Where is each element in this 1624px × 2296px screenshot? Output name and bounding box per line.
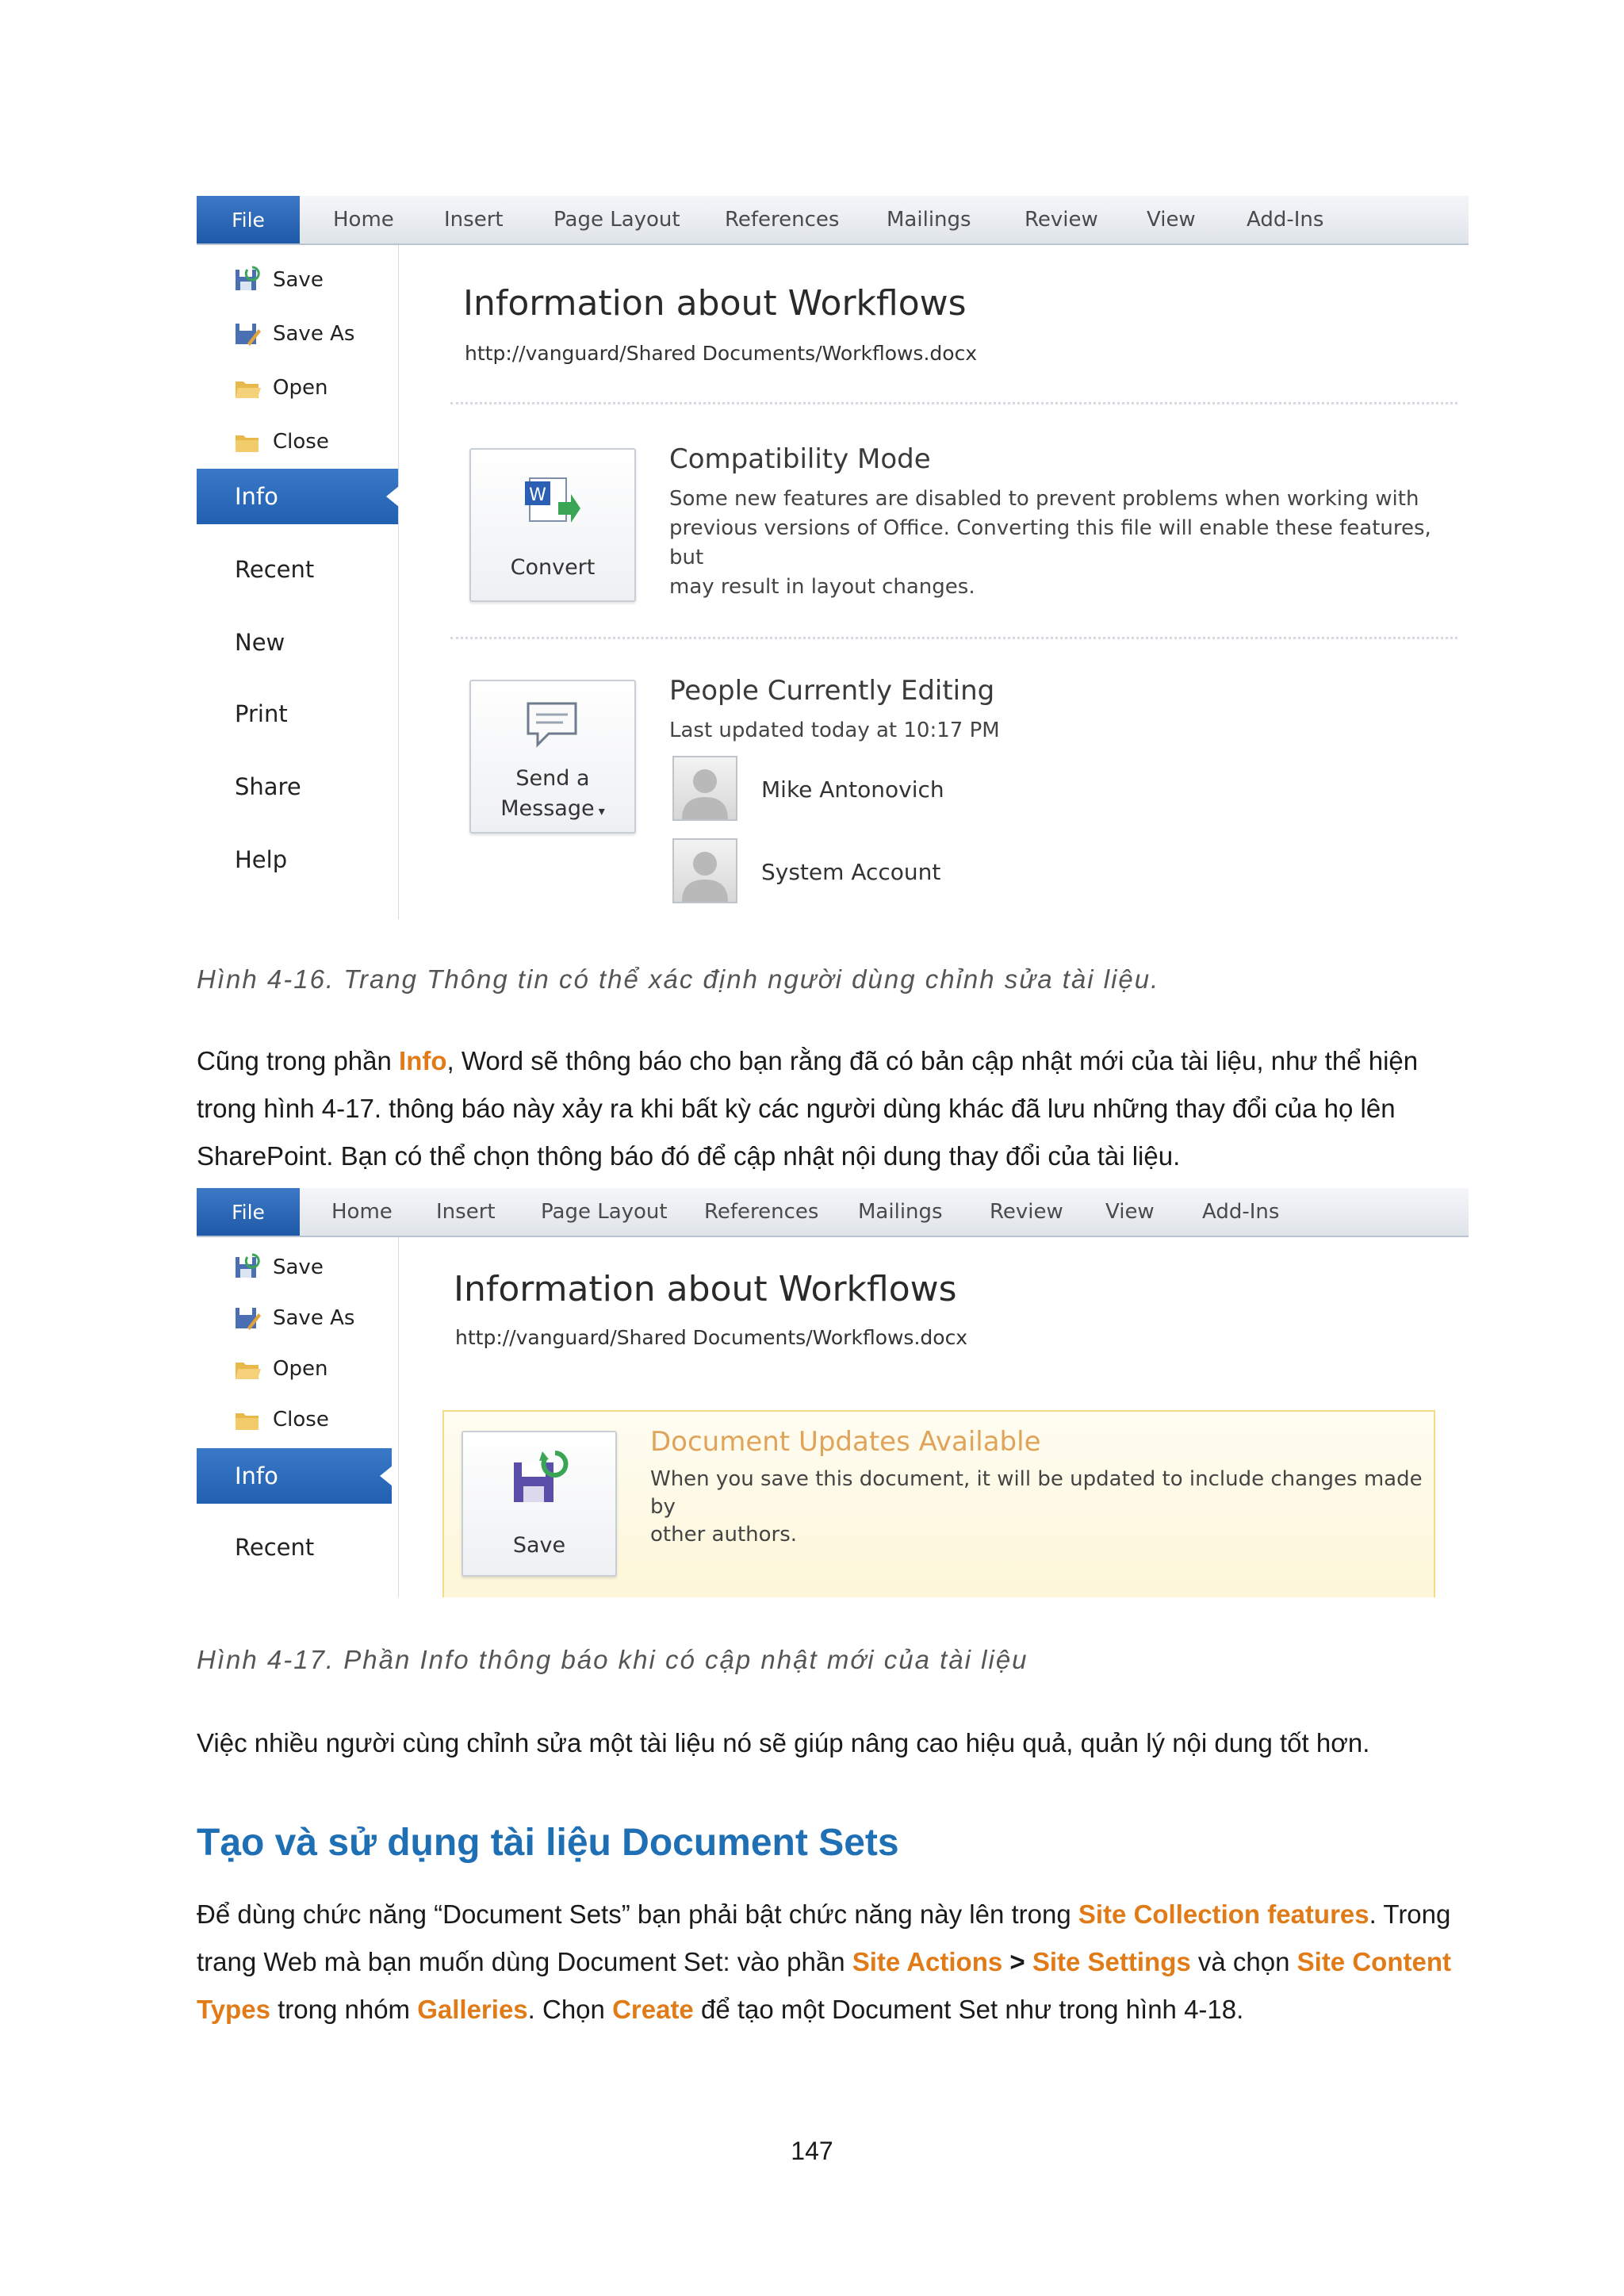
page-number: 147 <box>791 2137 833 2165</box>
close-label: Close <box>273 1408 329 1432</box>
folder-open-icon <box>233 374 262 402</box>
save-label: Save <box>273 1255 324 1279</box>
dropdown-arrow-icon: ▾ <box>594 803 605 818</box>
open-label: Open <box>273 376 328 400</box>
nav-info[interactable]: Info <box>197 1448 392 1504</box>
ribbon-bar <box>197 196 1469 245</box>
nav-info[interactable]: Info <box>197 469 398 524</box>
figure-caption: Hình 4-16. Trang Thông tin có thể xác định người dùng chỉnh sửa tài liệu. <box>197 964 1160 994</box>
people-title: People Currently Editing <box>669 675 995 707</box>
ribbon-bar <box>197 1188 1469 1237</box>
tab-page-layout[interactable]: Page Layout <box>541 1200 668 1224</box>
tab-mailings[interactable]: Mailings <box>858 1200 943 1224</box>
info-title: Information about Workflows <box>454 1269 957 1309</box>
save-button[interactable] <box>462 1431 617 1577</box>
tab-references[interactable]: References <box>725 208 840 232</box>
convert-button[interactable] <box>469 448 636 602</box>
divider <box>450 637 1457 639</box>
save-label: Save <box>512 1533 566 1558</box>
tab-view[interactable]: View <box>1105 1200 1155 1224</box>
folder-close-icon <box>233 1405 262 1434</box>
tab-page-layout[interactable]: Page Layout <box>553 208 680 232</box>
send-message-button[interactable] <box>469 680 636 834</box>
save-command[interactable] <box>233 264 324 296</box>
open-command[interactable] <box>233 1353 327 1385</box>
tab-review[interactable]: Review <box>990 1200 1063 1224</box>
updates-text <box>650 1466 1427 1549</box>
save-as-command[interactable] <box>233 1302 354 1334</box>
folder-open-icon <box>233 1355 262 1383</box>
figure-caption: Hình 4-17. Phần Info thông báo khi có cập nhật mới của tài liệu <box>197 1645 1028 1674</box>
tab-insert[interactable]: Insert <box>436 1200 496 1224</box>
compatibility-line-1: Some new features are disabled to prevent problems when working with <box>669 487 1419 511</box>
tab-mailings[interactable]: Mailings <box>887 208 971 232</box>
nav-recent[interactable]: Recent <box>235 1534 315 1561</box>
close-command[interactable] <box>233 1404 329 1435</box>
close-label: Close <box>273 430 329 454</box>
close-command[interactable] <box>233 426 329 458</box>
tab-add-ins[interactable]: Add-Ins <box>1247 208 1324 232</box>
nav-new[interactable]: New <box>235 629 285 656</box>
tab-home[interactable]: Home <box>331 1200 393 1224</box>
open-label: Open <box>273 1357 328 1381</box>
save-icon <box>233 266 262 294</box>
convert-label: Convert <box>510 555 596 580</box>
figure-4-16-screenshot <box>197 196 1469 919</box>
user-silhouette-icon <box>674 757 736 819</box>
body-paragraph: Để dùng chức năng “Document Sets” bạn phải bật chức năng này lên trong Site Collection features. Trong trang Web mà bạn muốn dùng Document Set: vào phần Site Actions > Site Settings và chọn Site Content Types trong nhóm Galleries. Chọn Create để tạo một Document Set như trong hình 4-18. <box>197 1899 1451 2024</box>
figure-4-17-screenshot <box>197 1188 1469 1597</box>
backstage-nav <box>197 1237 399 1597</box>
tab-insert[interactable]: Insert <box>444 208 504 232</box>
person-name[interactable]: System Account <box>761 859 941 885</box>
avatar <box>672 838 737 903</box>
word-convert-icon <box>523 470 584 534</box>
nav-help[interactable]: Help <box>235 846 288 873</box>
nav-recent[interactable]: Recent <box>235 556 315 583</box>
backstage-nav <box>197 245 399 919</box>
compatibility-line-3: may result in layout changes. <box>669 575 975 599</box>
compatibility-text <box>669 485 1462 602</box>
tab-file[interactable]: File <box>197 196 300 243</box>
nav-share[interactable]: Share <box>235 773 301 800</box>
updates-line-2: other authors. <box>650 1523 798 1547</box>
tab-home[interactable]: Home <box>333 208 394 232</box>
compatibility-title: Compatibility Mode <box>669 443 931 475</box>
divider <box>450 402 1457 404</box>
compatibility-line-2: previous versions of Office. Converting this file will enable these features, but <box>669 516 1431 569</box>
document-url: http://vanguard/Shared Documents/Workflows.docx <box>455 1326 968 1349</box>
avatar <box>672 756 737 821</box>
person-name[interactable]: Mike Antonovich <box>761 776 944 803</box>
message-icon <box>523 699 580 753</box>
tab-references[interactable]: References <box>704 1200 819 1224</box>
save-refresh-icon <box>509 1448 569 1512</box>
tab-view[interactable]: View <box>1147 208 1196 232</box>
save-as-label: Save As <box>273 322 355 346</box>
svg-text:W: W <box>529 485 546 505</box>
save-command[interactable] <box>233 1251 324 1283</box>
send-label-1: Send a <box>515 766 590 791</box>
save-as-icon <box>233 1304 262 1332</box>
save-label: Save <box>273 268 324 292</box>
tab-file[interactable]: File <box>197 1188 300 1236</box>
save-as-command[interactable] <box>233 318 354 350</box>
save-icon <box>233 1253 262 1282</box>
updates-line-1: When you save this document, it will be updated to include changes made by <box>650 1467 1423 1519</box>
tab-add-ins[interactable]: Add-Ins <box>1202 1200 1280 1224</box>
nav-print[interactable]: Print <box>235 700 288 727</box>
people-updated: Last updated today at 10:17 PM <box>669 719 1000 742</box>
section-heading: Tạo và sử dụng tài liệu Document Sets <box>197 1822 899 1864</box>
folder-close-icon <box>233 427 262 456</box>
document-url: http://vanguard/Shared Documents/Workflows.docx <box>465 342 978 365</box>
body-paragraph: Cũng trong phần Info, Word sẽ thông báo cho bạn rằng đã có bản cập nhật mới của tài liệu, như thể hiện trong hình 4-17. thông báo này xảy ra khi bất kỳ các người dùng khác đã lưu những thay đổi của họ lên SharePoint. Bạn có thể chọn thông báo đó để cập nhật nội dung thay đổi của tài liệu. <box>197 1046 1419 1171</box>
save-as-icon <box>233 320 262 348</box>
user-silhouette-icon <box>674 840 736 902</box>
updates-title: Document Updates Available <box>650 1426 1041 1458</box>
tab-review[interactable]: Review <box>1025 208 1098 232</box>
open-command[interactable] <box>233 372 327 404</box>
save-as-label: Save As <box>273 1306 355 1330</box>
info-title: Information about Workflows <box>463 283 967 324</box>
send-label-2: Message ▾ <box>500 796 605 821</box>
body-paragraph: Việc nhiều người cùng chỉnh sửa một tài liệu nó sẽ giúp nâng cao hiệu quả, quản lý nội dung tốt hơn. <box>197 1728 1370 1757</box>
